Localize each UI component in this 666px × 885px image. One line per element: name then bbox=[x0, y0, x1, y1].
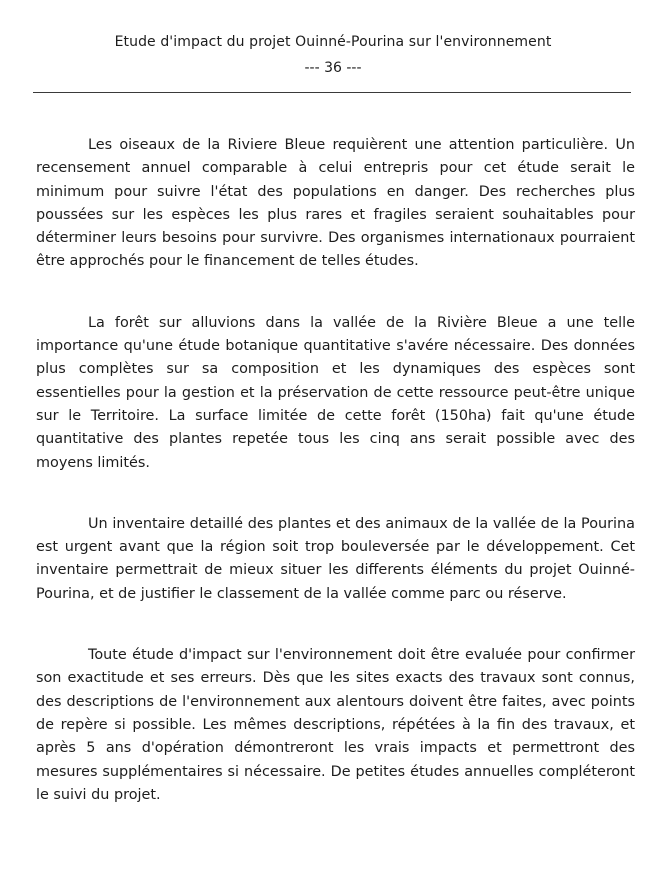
running-header: Etude d'impact du projet Ouinné-Pourina sur l'environnement bbox=[114, 34, 552, 50]
page-number: --- 36 --- bbox=[304, 60, 362, 76]
paragraph-impact-study: Toute étude d'impact sur l'environnement doit être evaluée pour confirmer son exactitude et ses erreurs. Dès que les sites exacts des travaux sont connus, des descriptions de l'environnement aux alentours doivent être faites, avec points de repère si possible. Les mêmes descriptions, répétées à la fin des travaux, et après 5 ans d'opération démontreront les vrais impacts et permettront des mesures supplémentaires si nécessaire. De petites études annuelles compléteront le suivi du projet. bbox=[36, 647, 635, 803]
header-rule bbox=[33, 92, 631, 93]
paragraph-birds: Les oiseaux de la Riviere Bleue requièrent une attention particulière. Un recensement annuel comparable à celui entrepris pour cet étude serait le minimum pour suivre l'état des populations en danger. Des recherches plus poussées sur les espèces les plus rares et fragiles seraient souhaitables pour déterminer leurs besoins pour survivre. Des organismes internationaux pourraient être approchés pour le financement de telles études. bbox=[36, 137, 635, 270]
paragraph-inventory: Un inventaire detaillé des plantes et des animaux de la vallée de la Pourina est urgent avant que la région soit trop bouleversée par le développement. Cet inventaire permettrait de mieux situer les differents éléments du projet Ouinné-Pourina, et de justifier le classement de la vallée comme parc ou réserve. bbox=[36, 515, 635, 602]
body-text bbox=[36, 134, 635, 845]
paragraph-forest: La forêt sur alluvions dans la vallée de la Rivière Bleue a une telle importance qu'une étude botanique quantitative s'avére nécessaire. Des données plus complètes sur sa composition et les dynamiques des espèces sont essentielles pour la gestion et la préservation de cette ressource peut-être unique sur le Territoire. La surface limitée de cette forêt (150ha) fait qu'une étude quantitative des plantes repetée tous les cinq ans serait possible avec des moyens limités. bbox=[36, 314, 635, 471]
